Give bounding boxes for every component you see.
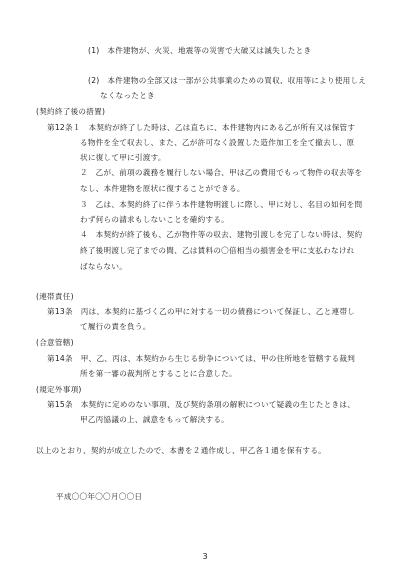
section-heading: (合意管轄) [36,338,74,347]
section-heading: (契約終了後の措置) [36,107,106,116]
article-12-p1: 第12条１ 本契約が終了した時は、乙は直ちに、本件建物内にある乙が所有又は保管す [47,123,356,132]
article-12-p3-cont: わず何らの請求もしないことを確約する。 [80,215,230,224]
section-heading: (連帯責任) [36,292,74,301]
closing-statement: 以上のとおり、契約が成立したので、本書を２通作成し、甲乙各１通を保有する。 [36,446,327,455]
article-12-p4: ４ 本契約が終了後も、乙が物件等の収去、建物引渡しを完了しない時は、契約 [80,230,363,239]
clause-item-2: (2) 本件建物の全部又は一部が公共事業のための買収、収用等により使用しえ [88,76,367,85]
article-13: 第13条 丙は、本契約に基づく乙の甲に対する一切の債務について保証し、乙と連帯し [47,307,356,316]
clause-item-1: (1) 本件建物が、火災、地震等の災害で大破又は滅失したとき [88,46,312,55]
article-12-p4-cont: ばならない。 [80,262,128,271]
article-15-cont: 甲乙丙協議の上、誠意をもって解決する。 [80,415,230,424]
clause-item-2-cont: なくなったとき [100,91,155,100]
article-12-p4-cont: 終了後明渡し完了までの間、乙は賃料の〇倍相当の損害金を甲に支払わなけれ [80,246,355,255]
article-12-p1-cont: 状に復して甲に引渡す。 [80,153,166,162]
article-12-p3: ３ 乙は、本契約終了に伴う本件建物明渡しに際し、甲に対し、名目の如何を問 [80,200,363,209]
document-date: 平成〇〇年〇〇月〇〇日 [56,492,143,501]
page-number: 3 [202,552,208,561]
section-heading: (規定外事項) [36,385,82,394]
article-12-p1-cont: る物件を全て収去し、また、乙が許可なく設置した造作加工を全て撤去し、原 [80,138,355,147]
article-12-p2: ２ 乙が、前項の義務を履行しない場合、甲は乙の費用でもって物件の収去等を [80,168,363,177]
article-14-cont: 所を第一審の裁判所とすることに合意した。 [80,369,237,378]
article-15: 第15条 本契約に定めのない事項、及び契約条項の解釈について疑義の生じたときは、 [47,400,356,409]
article-12-p2-cont: なし、本件建物を原状に復することができる。 [80,184,245,193]
article-13-cont: て履行の責を負う。 [80,322,151,331]
article-14: 第14条 甲、乙、丙は、本契約から生じる紛争については、甲の住所地を管轄する裁判 [47,354,356,363]
